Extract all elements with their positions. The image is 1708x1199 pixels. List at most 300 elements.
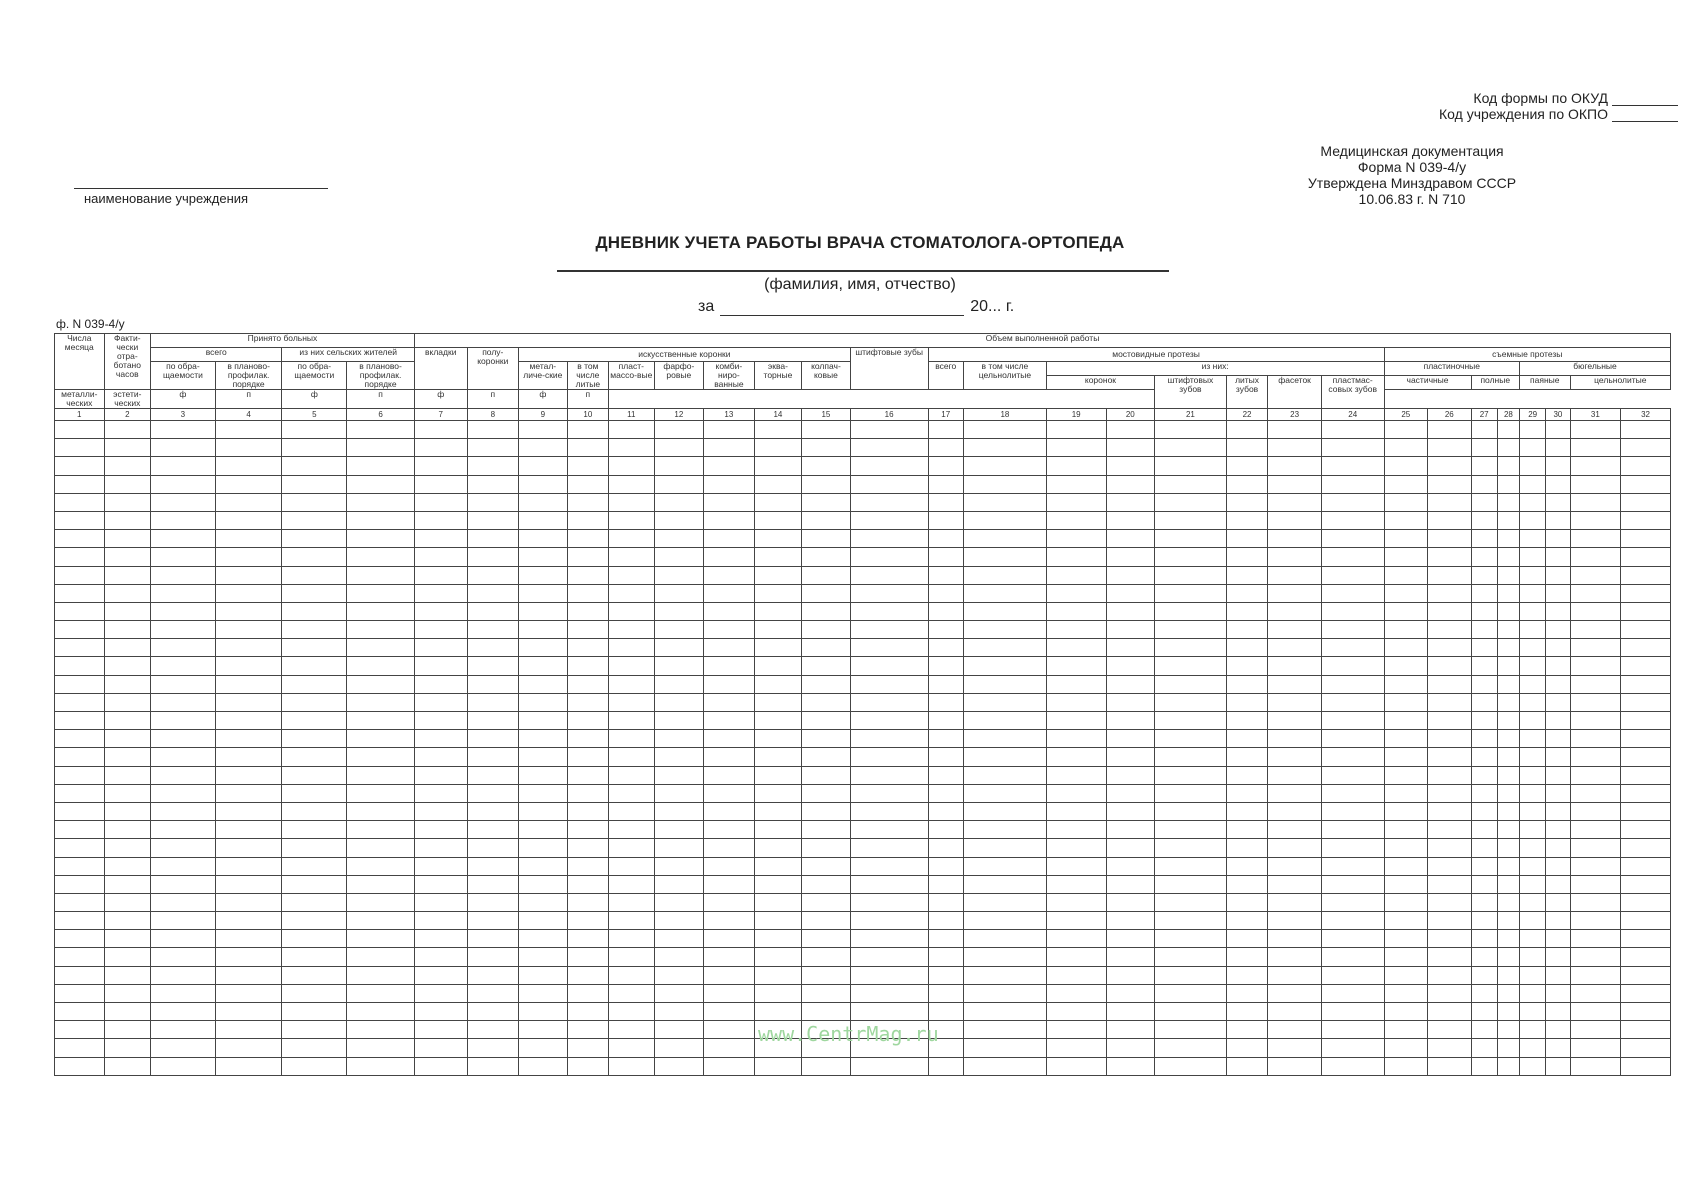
table-cell[interactable] — [1268, 802, 1322, 820]
table-cell[interactable] — [1155, 821, 1227, 839]
table-cell[interactable] — [1520, 912, 1546, 930]
table-cell[interactable] — [1428, 602, 1471, 620]
table-cell[interactable] — [347, 584, 415, 602]
table-cell[interactable] — [1520, 439, 1546, 457]
table-cell[interactable] — [104, 984, 151, 1002]
table-cell[interactable] — [282, 493, 347, 511]
table-cell[interactable] — [414, 857, 467, 875]
table-cell[interactable] — [654, 893, 704, 911]
table-cell[interactable] — [1384, 493, 1427, 511]
table-cell[interactable] — [850, 657, 928, 675]
table-cell[interactable] — [519, 1003, 568, 1021]
table-cell[interactable] — [1106, 912, 1155, 930]
table-cell[interactable] — [963, 966, 1046, 984]
table-cell[interactable] — [567, 748, 608, 766]
table-cell[interactable] — [1384, 857, 1427, 875]
table-cell[interactable] — [215, 457, 282, 475]
table-cell[interactable] — [467, 948, 519, 966]
table-cell[interactable] — [1226, 621, 1267, 639]
table-cell[interactable] — [609, 511, 655, 529]
table-cell[interactable] — [802, 1003, 851, 1021]
table-cell[interactable] — [1155, 839, 1227, 857]
table-cell[interactable] — [609, 675, 655, 693]
table-cell[interactable] — [1155, 730, 1227, 748]
table-cell[interactable] — [704, 566, 755, 584]
table-cell[interactable] — [1497, 1003, 1519, 1021]
table-cell[interactable] — [519, 1057, 568, 1075]
table-cell[interactable] — [1046, 621, 1106, 639]
table-cell[interactable] — [1546, 511, 1570, 529]
table-cell[interactable] — [1321, 730, 1384, 748]
table-cell[interactable] — [347, 475, 415, 493]
table-cell[interactable] — [1520, 857, 1546, 875]
table-cell[interactable] — [1321, 584, 1384, 602]
table-cell[interactable] — [1268, 839, 1322, 857]
table-cell[interactable] — [1046, 530, 1106, 548]
table-cell[interactable] — [654, 839, 704, 857]
table-cell[interactable] — [1268, 766, 1322, 784]
table-cell[interactable] — [1428, 530, 1471, 548]
table-cell[interactable] — [1621, 675, 1671, 693]
table-cell[interactable] — [1471, 1021, 1497, 1039]
table-cell[interactable] — [1497, 675, 1519, 693]
table-cell[interactable] — [282, 857, 347, 875]
table-cell[interactable] — [928, 675, 963, 693]
table-cell[interactable] — [1621, 657, 1671, 675]
table-cell[interactable] — [347, 784, 415, 802]
table-cell[interactable] — [609, 875, 655, 893]
table-cell[interactable] — [1428, 966, 1471, 984]
table-cell[interactable] — [519, 584, 568, 602]
table-cell[interactable] — [1046, 1003, 1106, 1021]
table-cell[interactable] — [215, 748, 282, 766]
table-cell[interactable] — [1106, 1057, 1155, 1075]
table-cell[interactable] — [519, 966, 568, 984]
table-cell[interactable] — [467, 439, 519, 457]
table-cell[interactable] — [704, 548, 755, 566]
table-cell[interactable] — [1155, 1057, 1227, 1075]
table-cell[interactable] — [928, 875, 963, 893]
table-cell[interactable] — [414, 439, 467, 457]
table-cell[interactable] — [1428, 839, 1471, 857]
table-cell[interactable] — [104, 602, 151, 620]
table-cell[interactable] — [654, 657, 704, 675]
table-cell[interactable] — [1106, 548, 1155, 566]
table-cell[interactable] — [928, 584, 963, 602]
table-cell[interactable] — [609, 530, 655, 548]
table-cell[interactable] — [1428, 984, 1471, 1002]
table-cell[interactable] — [1621, 493, 1671, 511]
table-cell[interactable] — [414, 421, 467, 439]
table-cell[interactable] — [802, 584, 851, 602]
table-cell[interactable] — [1046, 639, 1106, 657]
table-cell[interactable] — [802, 730, 851, 748]
table-cell[interactable] — [567, 930, 608, 948]
table-cell[interactable] — [1621, 766, 1671, 784]
table-cell[interactable] — [215, 857, 282, 875]
table-cell[interactable] — [1106, 421, 1155, 439]
table-cell[interactable] — [963, 1039, 1046, 1057]
table-cell[interactable] — [850, 675, 928, 693]
table-cell[interactable] — [1621, 566, 1671, 584]
table-cell[interactable] — [1546, 439, 1570, 457]
table-cell[interactable] — [1046, 857, 1106, 875]
table-cell[interactable] — [1268, 875, 1322, 893]
table-cell[interactable] — [1570, 1039, 1621, 1057]
table-cell[interactable] — [928, 948, 963, 966]
table-cell[interactable] — [1546, 530, 1570, 548]
table-cell[interactable] — [1046, 930, 1106, 948]
table-cell[interactable] — [654, 984, 704, 1002]
table-cell[interactable] — [282, 875, 347, 893]
table-cell[interactable] — [704, 1039, 755, 1057]
table-cell[interactable] — [151, 821, 216, 839]
table-cell[interactable] — [1321, 948, 1384, 966]
table-cell[interactable] — [1384, 984, 1427, 1002]
table-cell[interactable] — [1570, 566, 1621, 584]
table-cell[interactable] — [850, 784, 928, 802]
table-cell[interactable] — [850, 748, 928, 766]
table-cell[interactable] — [1321, 802, 1384, 820]
table-cell[interactable] — [850, 530, 928, 548]
table-cell[interactable] — [1471, 912, 1497, 930]
table-cell[interactable] — [1155, 475, 1227, 493]
table-cell[interactable] — [55, 766, 105, 784]
table-cell[interactable] — [282, 821, 347, 839]
table-cell[interactable] — [104, 857, 151, 875]
table-cell[interactable] — [1570, 439, 1621, 457]
table-cell[interactable] — [928, 821, 963, 839]
table-cell[interactable] — [1155, 530, 1227, 548]
table-cell[interactable] — [215, 548, 282, 566]
table-cell[interactable] — [1046, 948, 1106, 966]
table-cell[interactable] — [1226, 821, 1267, 839]
table-cell[interactable] — [654, 639, 704, 657]
table-cell[interactable] — [850, 730, 928, 748]
table-cell[interactable] — [1268, 602, 1322, 620]
table-cell[interactable] — [1471, 784, 1497, 802]
table-cell[interactable] — [414, 821, 467, 839]
table-cell[interactable] — [963, 712, 1046, 730]
table-cell[interactable] — [963, 421, 1046, 439]
table-cell[interactable] — [414, 584, 467, 602]
table-cell[interactable] — [1520, 511, 1546, 529]
table-cell[interactable] — [609, 493, 655, 511]
table-cell[interactable] — [609, 748, 655, 766]
table-cell[interactable] — [1621, 1021, 1671, 1039]
table-cell[interactable] — [802, 621, 851, 639]
table-cell[interactable] — [1046, 730, 1106, 748]
table-cell[interactable] — [1570, 712, 1621, 730]
table-cell[interactable] — [215, 784, 282, 802]
table-cell[interactable] — [754, 748, 802, 766]
table-cell[interactable] — [754, 802, 802, 820]
table-cell[interactable] — [928, 766, 963, 784]
table-cell[interactable] — [467, 602, 519, 620]
table-cell[interactable] — [1570, 675, 1621, 693]
table-cell[interactable] — [1106, 493, 1155, 511]
table-cell[interactable] — [850, 493, 928, 511]
table-cell[interactable] — [1384, 712, 1427, 730]
table-cell[interactable] — [1268, 657, 1322, 675]
table-cell[interactable] — [414, 621, 467, 639]
table-cell[interactable] — [215, 1021, 282, 1039]
table-cell[interactable] — [1428, 784, 1471, 802]
table-cell[interactable] — [1621, 857, 1671, 875]
table-cell[interactable] — [519, 766, 568, 784]
table-cell[interactable] — [1570, 693, 1621, 711]
table-cell[interactable] — [928, 657, 963, 675]
table-cell[interactable] — [754, 511, 802, 529]
table-cell[interactable] — [1497, 439, 1519, 457]
table-cell[interactable] — [704, 766, 755, 784]
table-cell[interactable] — [1546, 421, 1570, 439]
table-cell[interactable] — [414, 748, 467, 766]
table-cell[interactable] — [1106, 875, 1155, 893]
table-cell[interactable] — [414, 948, 467, 966]
table-cell[interactable] — [704, 584, 755, 602]
table-cell[interactable] — [1471, 566, 1497, 584]
table-cell[interactable] — [654, 584, 704, 602]
table-cell[interactable] — [963, 457, 1046, 475]
table-cell[interactable] — [963, 493, 1046, 511]
table-cell[interactable] — [1471, 875, 1497, 893]
table-cell[interactable] — [1471, 930, 1497, 948]
table-cell[interactable] — [1155, 948, 1227, 966]
table-cell[interactable] — [850, 511, 928, 529]
table-cell[interactable] — [519, 1039, 568, 1057]
table-cell[interactable] — [151, 1039, 216, 1057]
table-cell[interactable] — [1621, 984, 1671, 1002]
table-cell[interactable] — [104, 584, 151, 602]
table-cell[interactable] — [1428, 421, 1471, 439]
table-cell[interactable] — [1621, 457, 1671, 475]
table-cell[interactable] — [55, 712, 105, 730]
table-cell[interactable] — [1155, 984, 1227, 1002]
table-cell[interactable] — [1155, 857, 1227, 875]
table-cell[interactable] — [519, 984, 568, 1002]
table-cell[interactable] — [1520, 712, 1546, 730]
table-cell[interactable] — [1471, 948, 1497, 966]
table-cell[interactable] — [1570, 584, 1621, 602]
table-cell[interactable] — [1226, 930, 1267, 948]
table-cell[interactable] — [1520, 493, 1546, 511]
table-cell[interactable] — [519, 912, 568, 930]
table-cell[interactable] — [1046, 566, 1106, 584]
table-cell[interactable] — [1497, 1021, 1519, 1039]
table-cell[interactable] — [55, 566, 105, 584]
table-cell[interactable] — [1428, 1039, 1471, 1057]
table-cell[interactable] — [1621, 712, 1671, 730]
table-cell[interactable] — [1321, 602, 1384, 620]
table-cell[interactable] — [1155, 675, 1227, 693]
table-cell[interactable] — [1226, 984, 1267, 1002]
table-cell[interactable] — [1428, 712, 1471, 730]
table-cell[interactable] — [1621, 602, 1671, 620]
table-cell[interactable] — [347, 530, 415, 548]
table-cell[interactable] — [963, 1021, 1046, 1039]
table-cell[interactable] — [215, 602, 282, 620]
table-cell[interactable] — [1497, 766, 1519, 784]
table-cell[interactable] — [850, 802, 928, 820]
table-cell[interactable] — [1428, 802, 1471, 820]
table-cell[interactable] — [282, 548, 347, 566]
table-cell[interactable] — [519, 421, 568, 439]
table-cell[interactable] — [1546, 657, 1570, 675]
table-cell[interactable] — [1268, 675, 1322, 693]
table-cell[interactable] — [151, 766, 216, 784]
table-cell[interactable] — [151, 511, 216, 529]
table-cell[interactable] — [1321, 548, 1384, 566]
table-cell[interactable] — [414, 912, 467, 930]
table-cell[interactable] — [1321, 893, 1384, 911]
table-cell[interactable] — [963, 857, 1046, 875]
table-cell[interactable] — [1226, 475, 1267, 493]
table-cell[interactable] — [347, 766, 415, 784]
table-cell[interactable] — [850, 857, 928, 875]
table-cell[interactable] — [1520, 566, 1546, 584]
table-cell[interactable] — [347, 639, 415, 657]
table-cell[interactable] — [1570, 621, 1621, 639]
table-cell[interactable] — [1621, 948, 1671, 966]
table-cell[interactable] — [609, 984, 655, 1002]
table-cell[interactable] — [1546, 984, 1570, 1002]
table-cell[interactable] — [1268, 821, 1322, 839]
table-cell[interactable] — [104, 548, 151, 566]
table-cell[interactable] — [55, 875, 105, 893]
table-cell[interactable] — [215, 639, 282, 657]
table-cell[interactable] — [1384, 584, 1427, 602]
table-cell[interactable] — [1268, 511, 1322, 529]
table-cell[interactable] — [215, 566, 282, 584]
table-cell[interactable] — [1471, 712, 1497, 730]
table-cell[interactable] — [928, 893, 963, 911]
table-cell[interactable] — [467, 1021, 519, 1039]
table-cell[interactable] — [963, 584, 1046, 602]
table-cell[interactable] — [928, 912, 963, 930]
table-cell[interactable] — [850, 1003, 928, 1021]
table-cell[interactable] — [1428, 821, 1471, 839]
table-cell[interactable] — [963, 621, 1046, 639]
table-cell[interactable] — [1226, 712, 1267, 730]
table-cell[interactable] — [754, 930, 802, 948]
table-cell[interactable] — [1428, 675, 1471, 693]
table-cell[interactable] — [850, 875, 928, 893]
table-cell[interactable] — [802, 693, 851, 711]
table-cell[interactable] — [282, 839, 347, 857]
table-cell[interactable] — [609, 948, 655, 966]
table-cell[interactable] — [850, 821, 928, 839]
table-cell[interactable] — [104, 475, 151, 493]
table-cell[interactable] — [1471, 821, 1497, 839]
table-cell[interactable] — [704, 712, 755, 730]
table-cell[interactable] — [1268, 730, 1322, 748]
table-cell[interactable] — [151, 657, 216, 675]
table-cell[interactable] — [850, 639, 928, 657]
table-cell[interactable] — [414, 530, 467, 548]
table-cell[interactable] — [55, 493, 105, 511]
table-cell[interactable] — [1106, 930, 1155, 948]
table-cell[interactable] — [1471, 493, 1497, 511]
table-cell[interactable] — [609, 639, 655, 657]
table-cell[interactable] — [567, 712, 608, 730]
table-cell[interactable] — [55, 1039, 105, 1057]
table-cell[interactable] — [467, 984, 519, 1002]
table-cell[interactable] — [1226, 511, 1267, 529]
table-cell[interactable] — [609, 693, 655, 711]
table-cell[interactable] — [1226, 675, 1267, 693]
table-cell[interactable] — [1226, 548, 1267, 566]
table-cell[interactable] — [704, 893, 755, 911]
table-cell[interactable] — [1570, 530, 1621, 548]
table-cell[interactable] — [414, 1003, 467, 1021]
table-cell[interactable] — [1046, 784, 1106, 802]
table-cell[interactable] — [754, 966, 802, 984]
table-cell[interactable] — [1546, 730, 1570, 748]
table-cell[interactable] — [1226, 566, 1267, 584]
table-cell[interactable] — [704, 621, 755, 639]
table-cell[interactable] — [609, 893, 655, 911]
table-cell[interactable] — [519, 693, 568, 711]
table-cell[interactable] — [850, 712, 928, 730]
table-cell[interactable] — [1546, 875, 1570, 893]
table-cell[interactable] — [1226, 966, 1267, 984]
table-cell[interactable] — [1046, 1057, 1106, 1075]
table-cell[interactable] — [928, 475, 963, 493]
table-cell[interactable] — [1497, 893, 1519, 911]
table-cell[interactable] — [567, 1039, 608, 1057]
table-cell[interactable] — [215, 984, 282, 1002]
table-cell[interactable] — [414, 639, 467, 657]
table-cell[interactable] — [1268, 784, 1322, 802]
table-cell[interactable] — [1321, 966, 1384, 984]
table-cell[interactable] — [1106, 657, 1155, 675]
table-cell[interactable] — [1155, 548, 1227, 566]
table-cell[interactable] — [414, 766, 467, 784]
table-cell[interactable] — [467, 548, 519, 566]
table-cell[interactable] — [802, 839, 851, 857]
table-cell[interactable] — [963, 657, 1046, 675]
table-cell[interactable] — [1046, 511, 1106, 529]
table-cell[interactable] — [55, 802, 105, 820]
table-cell[interactable] — [1497, 530, 1519, 548]
table-cell[interactable] — [754, 457, 802, 475]
table-cell[interactable] — [802, 421, 851, 439]
table-cell[interactable] — [1046, 693, 1106, 711]
table-cell[interactable] — [567, 548, 608, 566]
table-cell[interactable] — [928, 730, 963, 748]
table-cell[interactable] — [1046, 966, 1106, 984]
table-cell[interactable] — [928, 802, 963, 820]
table-cell[interactable] — [347, 875, 415, 893]
table-cell[interactable] — [467, 693, 519, 711]
table-cell[interactable] — [215, 1039, 282, 1057]
table-cell[interactable] — [519, 639, 568, 657]
table-cell[interactable] — [609, 548, 655, 566]
table-cell[interactable] — [1155, 621, 1227, 639]
table-cell[interactable] — [1155, 748, 1227, 766]
table-cell[interactable] — [1546, 930, 1570, 948]
table-cell[interactable] — [567, 839, 608, 857]
table-cell[interactable] — [1046, 548, 1106, 566]
table-cell[interactable] — [1155, 766, 1227, 784]
table-cell[interactable] — [282, 439, 347, 457]
table-cell[interactable] — [282, 966, 347, 984]
table-cell[interactable] — [1155, 584, 1227, 602]
table-cell[interactable] — [802, 912, 851, 930]
table-cell[interactable] — [1471, 439, 1497, 457]
table-cell[interactable] — [754, 421, 802, 439]
